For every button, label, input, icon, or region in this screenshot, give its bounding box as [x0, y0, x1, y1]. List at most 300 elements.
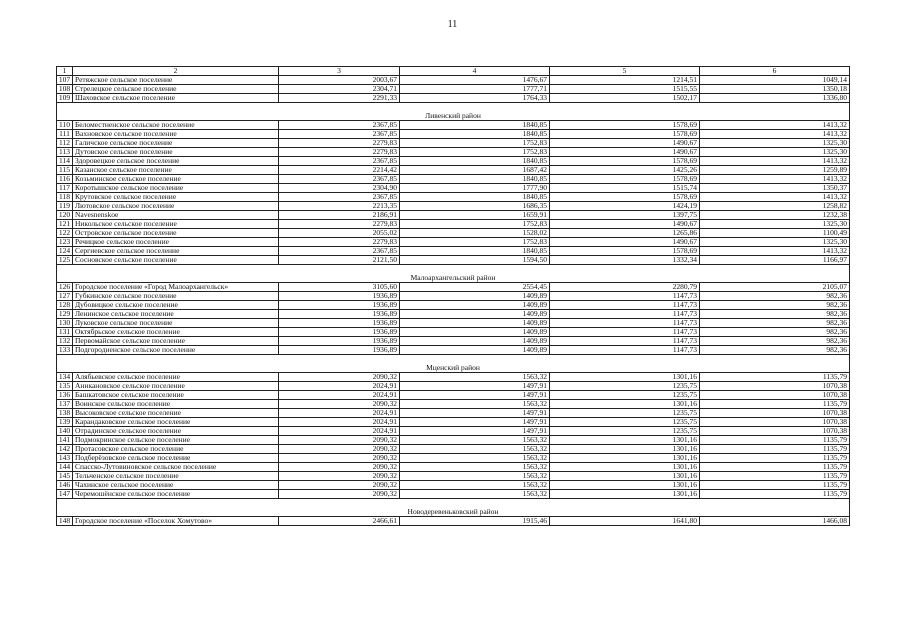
settlement-name: Стрелецкое сельское поселение — [73, 85, 279, 94]
row-number: 129 — [57, 310, 73, 319]
value-col-5: 1515,55 — [550, 85, 700, 94]
value-col-5: 1301,16 — [550, 436, 700, 445]
value-col-6: 982,36 — [700, 310, 850, 319]
settlement-name: Протасовское сельское поселение — [73, 445, 279, 454]
value-col-3: 1936,89 — [279, 337, 400, 346]
table-row — [57, 337, 850, 346]
value-col-4: 1497,91 — [400, 382, 550, 391]
table-row — [57, 454, 850, 463]
data-table-body — [57, 67, 850, 526]
row-number: 114 — [57, 157, 73, 166]
table-row — [57, 220, 850, 229]
value-col-3: 1936,89 — [279, 328, 400, 337]
value-col-5: 1490,67 — [550, 220, 700, 229]
value-col-6: 982,36 — [700, 301, 850, 310]
value-col-5: 1424,19 — [550, 202, 700, 211]
column-number: 5 — [550, 67, 700, 76]
table-row — [57, 166, 850, 175]
row-number: 148 — [57, 517, 73, 526]
value-col-3: 2367,85 — [279, 247, 400, 256]
table-row — [57, 94, 850, 103]
value-col-6: 1325,30 — [700, 238, 850, 247]
column-number: 6 — [700, 67, 850, 76]
value-col-6: 2105,07 — [700, 283, 850, 292]
value-col-5: 1502,17 — [550, 94, 700, 103]
value-col-4: 1915,46 — [400, 517, 550, 526]
table-row — [57, 283, 850, 292]
value-col-4: 1563,32 — [400, 481, 550, 490]
value-col-4: 1777,90 — [400, 184, 550, 193]
settlement-name: Чахинское сельское поселение — [73, 481, 279, 490]
value-col-5: 1235,75 — [550, 391, 700, 400]
settlement-name: Ретяжское сельское поселение — [73, 76, 279, 85]
value-col-6: 1350,18 — [700, 85, 850, 94]
settlement-name: Крутовское сельское поселение — [73, 193, 279, 202]
value-col-4: 1409,89 — [400, 346, 550, 355]
value-col-4: 1659,91 — [400, 211, 550, 220]
page-number: 11 — [447, 19, 458, 30]
value-col-3: 1936,89 — [279, 301, 400, 310]
value-col-3: 2213,35 — [279, 202, 400, 211]
value-col-5: 1301,16 — [550, 463, 700, 472]
value-col-5: 1578,69 — [550, 193, 700, 202]
table-row — [57, 517, 850, 526]
table-row — [57, 409, 850, 418]
value-col-5: 1214,51 — [550, 76, 700, 85]
value-col-3: 2466,61 — [279, 517, 400, 526]
table-row — [57, 445, 850, 454]
value-col-6: 1325,30 — [700, 139, 850, 148]
table-row — [57, 427, 850, 436]
district-section-row — [57, 355, 850, 373]
settlement-name: Сосновское сельское поселение — [73, 256, 279, 265]
value-col-4: 1840,85 — [400, 247, 550, 256]
value-col-5: 1147,73 — [550, 346, 700, 355]
value-col-6: 1325,30 — [700, 220, 850, 229]
settlement-name: Коротышское сельское поселение — [73, 184, 279, 193]
value-col-4: 1476,67 — [400, 76, 550, 85]
value-col-5: 1301,16 — [550, 454, 700, 463]
value-col-3: 2279,83 — [279, 220, 400, 229]
value-col-5: 1147,73 — [550, 328, 700, 337]
value-col-3: 2279,83 — [279, 139, 400, 148]
value-col-4: 1409,89 — [400, 310, 550, 319]
row-number: 122 — [57, 229, 73, 238]
value-col-6: 1049,14 — [700, 76, 850, 85]
row-number: 125 — [57, 256, 73, 265]
value-col-3: 2291,33 — [279, 94, 400, 103]
value-col-6: 982,36 — [700, 292, 850, 301]
value-col-6: 1413,32 — [700, 193, 850, 202]
value-col-6: 1325,30 — [700, 148, 850, 157]
column-number: 4 — [400, 67, 550, 76]
value-col-3: 2024,91 — [279, 427, 400, 436]
value-col-3: 2367,85 — [279, 130, 400, 139]
column-number: 3 — [279, 67, 400, 76]
row-number: 120 — [57, 211, 73, 220]
row-number: 140 — [57, 427, 73, 436]
row-number: 126 — [57, 283, 73, 292]
table-row — [57, 229, 850, 238]
value-col-5: 1578,69 — [550, 175, 700, 184]
row-number: 137 — [57, 400, 73, 409]
value-col-5: 1578,69 — [550, 247, 700, 256]
value-col-6: 1135,79 — [700, 436, 850, 445]
column-number: 1 — [57, 67, 73, 76]
table-row — [57, 121, 850, 130]
table-row — [57, 391, 850, 400]
row-number: 121 — [57, 220, 73, 229]
district-section-cell — [57, 499, 850, 517]
settlement-name: Никольское сельское поселение — [73, 220, 279, 229]
row-number: 133 — [57, 346, 73, 355]
row-number: 136 — [57, 391, 73, 400]
settlement-name: Галичское сельское поселение — [73, 139, 279, 148]
value-col-6: 1070,38 — [700, 391, 850, 400]
value-col-3: 2279,83 — [279, 238, 400, 247]
table-row — [57, 238, 850, 247]
row-number: 147 — [57, 490, 73, 499]
column-number-row — [57, 67, 850, 76]
value-col-5: 1265,86 — [550, 229, 700, 238]
row-number: 118 — [57, 193, 73, 202]
value-col-3: 2090,32 — [279, 454, 400, 463]
value-col-3: 2090,32 — [279, 373, 400, 382]
settlement-name: Вахновское сельское поселение — [73, 130, 279, 139]
value-col-3: 1936,89 — [279, 310, 400, 319]
district-title: Ливенский район — [425, 111, 481, 120]
value-col-6: 1413,32 — [700, 121, 850, 130]
value-col-3: 2090,32 — [279, 400, 400, 409]
value-col-6: 1135,79 — [700, 481, 850, 490]
value-col-4: 1409,89 — [400, 301, 550, 310]
value-col-6: 1336,80 — [700, 94, 850, 103]
value-col-4: 1563,32 — [400, 454, 550, 463]
table-row — [57, 211, 850, 220]
settlement-name: Сергиевское сельское поселение — [73, 247, 279, 256]
value-col-3: 2055,02 — [279, 229, 400, 238]
district-title: Мценский район — [426, 363, 480, 372]
table-row — [57, 400, 850, 409]
row-number: 115 — [57, 166, 73, 175]
value-col-5: 1147,73 — [550, 301, 700, 310]
value-col-4: 1563,32 — [400, 472, 550, 481]
value-col-4: 1563,32 — [400, 445, 550, 454]
settlement-name: Navesnenskoe — [73, 211, 279, 220]
row-number: 111 — [57, 130, 73, 139]
settlement-name: Воинское сельское поселение — [73, 400, 279, 409]
value-col-3: 2304,71 — [279, 85, 400, 94]
row-number: 108 — [57, 85, 73, 94]
value-col-6: 982,36 — [700, 328, 850, 337]
value-col-6: 1070,38 — [700, 409, 850, 418]
value-col-4: 1409,89 — [400, 337, 550, 346]
value-col-5: 1235,75 — [550, 427, 700, 436]
row-number: 127 — [57, 292, 73, 301]
district-section-cell — [57, 355, 850, 373]
value-col-5: 1578,69 — [550, 157, 700, 166]
value-col-5: 1301,16 — [550, 481, 700, 490]
value-col-3: 1936,89 — [279, 346, 400, 355]
value-col-4: 1764,33 — [400, 94, 550, 103]
table-row — [57, 193, 850, 202]
value-col-4: 1497,91 — [400, 409, 550, 418]
value-col-3: 2186,91 — [279, 211, 400, 220]
row-number: 123 — [57, 238, 73, 247]
settlement-name: Островское сельское поселение — [73, 229, 279, 238]
row-number: 138 — [57, 409, 73, 418]
value-col-4: 1497,91 — [400, 427, 550, 436]
value-col-3: 2090,32 — [279, 481, 400, 490]
table-row — [57, 148, 850, 157]
value-col-6: 1135,79 — [700, 445, 850, 454]
table-row — [57, 157, 850, 166]
value-col-3: 2367,85 — [279, 193, 400, 202]
district-title: Малоархангельский район — [410, 273, 496, 282]
value-col-4: 1409,89 — [400, 319, 550, 328]
table-row — [57, 418, 850, 427]
settlement-name: Беломестненское сельское поселение — [73, 121, 279, 130]
value-col-5: 1147,73 — [550, 337, 700, 346]
value-col-6: 1413,32 — [700, 247, 850, 256]
row-number: 109 — [57, 94, 73, 103]
row-number: 119 — [57, 202, 73, 211]
value-col-5: 1301,16 — [550, 445, 700, 454]
table-row — [57, 346, 850, 355]
value-col-5: 1301,16 — [550, 472, 700, 481]
settlement-name: Подгородненское сельское поселение — [73, 346, 279, 355]
row-number: 117 — [57, 184, 73, 193]
row-number: 142 — [57, 445, 73, 454]
table-row — [57, 292, 850, 301]
value-col-3: 2367,85 — [279, 121, 400, 130]
value-col-6: 1070,38 — [700, 427, 850, 436]
value-col-3: 2024,91 — [279, 382, 400, 391]
settlement-name: Шаховское сельское поселение — [73, 94, 279, 103]
value-col-4: 1563,32 — [400, 436, 550, 445]
value-col-4: 1563,32 — [400, 373, 550, 382]
value-col-6: 1135,79 — [700, 463, 850, 472]
settlement-name: Речицкое сельское поселение — [73, 238, 279, 247]
row-number: 132 — [57, 337, 73, 346]
value-col-6: 1135,79 — [700, 454, 850, 463]
row-number: 145 — [57, 472, 73, 481]
row-number: 144 — [57, 463, 73, 472]
value-col-4: 1563,32 — [400, 463, 550, 472]
value-col-5: 2280,79 — [550, 283, 700, 292]
value-col-5: 1235,75 — [550, 409, 700, 418]
value-col-4: 1563,32 — [400, 490, 550, 499]
district-title: Новодеревеньковский район — [407, 507, 499, 516]
value-col-5: 1301,16 — [550, 400, 700, 409]
table-row — [57, 247, 850, 256]
row-number: 116 — [57, 175, 73, 184]
row-number: 110 — [57, 121, 73, 130]
row-number: 113 — [57, 148, 73, 157]
row-number: 112 — [57, 139, 73, 148]
column-number: 2 — [73, 67, 279, 76]
table-row — [57, 328, 850, 337]
table-row — [57, 382, 850, 391]
value-col-6: 1135,79 — [700, 400, 850, 409]
settlement-name: Октябрьское сельское поселение — [73, 328, 279, 337]
table-row — [57, 472, 850, 481]
settlement-name: Алябьевское сельское поселение — [73, 373, 279, 382]
value-col-4: 1840,85 — [400, 130, 550, 139]
value-col-6: 1413,32 — [700, 130, 850, 139]
settlement-name: Карандаковское сельское поселение — [73, 418, 279, 427]
settlement-name: Городское поселение «Поселок Хомутово» — [73, 517, 279, 526]
value-col-4: 1840,85 — [400, 121, 550, 130]
value-col-6: 1350,37 — [700, 184, 850, 193]
value-col-5: 1641,80 — [550, 517, 700, 526]
table-row — [57, 301, 850, 310]
district-section-row — [57, 265, 850, 283]
value-col-3: 2367,85 — [279, 157, 400, 166]
table-row — [57, 463, 850, 472]
value-col-5: 1578,69 — [550, 121, 700, 130]
settlement-name: Здоровецкое сельское поселение — [73, 157, 279, 166]
settlement-name: Башкатовское сельское поселение — [73, 391, 279, 400]
settlement-name: Губкинское сельское поселение — [73, 292, 279, 301]
value-col-6: 1070,38 — [700, 382, 850, 391]
value-col-6: 1135,79 — [700, 373, 850, 382]
value-col-3: 2214,42 — [279, 166, 400, 175]
value-col-3: 3105,60 — [279, 283, 400, 292]
value-col-5: 1397,75 — [550, 211, 700, 220]
table-row — [57, 175, 850, 184]
settlement-name: Казанское сельское поселение — [73, 166, 279, 175]
settlement-name: Дутовское сельское поселение — [73, 148, 279, 157]
row-number: 130 — [57, 319, 73, 328]
value-col-4: 1563,32 — [400, 400, 550, 409]
value-col-5: 1490,67 — [550, 238, 700, 247]
row-number: 124 — [57, 247, 73, 256]
value-col-4: 2554,45 — [400, 283, 550, 292]
settlement-name: Спасско-Лутовиновское сельское поселение — [73, 463, 279, 472]
value-col-5: 1235,75 — [550, 382, 700, 391]
value-col-3: 2279,83 — [279, 148, 400, 157]
data-table — [56, 66, 850, 526]
value-col-4: 1409,89 — [400, 292, 550, 301]
value-col-5: 1147,73 — [550, 292, 700, 301]
table-row — [57, 202, 850, 211]
settlement-name: Аникановское сельское поселение — [73, 382, 279, 391]
value-col-4: 1840,85 — [400, 193, 550, 202]
value-col-6: 982,36 — [700, 337, 850, 346]
value-col-3: 2090,32 — [279, 490, 400, 499]
value-col-3: 2090,32 — [279, 445, 400, 454]
value-col-4: 1497,91 — [400, 391, 550, 400]
value-col-3: 2024,91 — [279, 418, 400, 427]
value-col-5: 1332,34 — [550, 256, 700, 265]
settlement-name: Первомайское сельское поселение — [73, 337, 279, 346]
value-col-3: 2304,90 — [279, 184, 400, 193]
value-col-3: 2090,32 — [279, 472, 400, 481]
row-number: 107 — [57, 76, 73, 85]
value-col-6: 1413,32 — [700, 157, 850, 166]
value-col-3: 2121,50 — [279, 256, 400, 265]
value-col-6: 1413,32 — [700, 175, 850, 184]
settlement-name: Подберёзовское сельское поселение — [73, 454, 279, 463]
value-col-5: 1490,67 — [550, 139, 700, 148]
value-col-6: 1070,38 — [700, 418, 850, 427]
table-row — [57, 490, 850, 499]
value-col-6: 1166,97 — [700, 256, 850, 265]
district-section-row — [57, 499, 850, 517]
table-row — [57, 139, 850, 148]
value-col-6: 1466,08 — [700, 517, 850, 526]
row-number: 141 — [57, 436, 73, 445]
value-col-3: 2090,32 — [279, 463, 400, 472]
value-col-5: 1578,69 — [550, 130, 700, 139]
row-number: 128 — [57, 301, 73, 310]
value-col-3: 2367,85 — [279, 175, 400, 184]
row-number: 143 — [57, 454, 73, 463]
value-col-6: 1259,89 — [700, 166, 850, 175]
value-col-4: 1686,35 — [400, 202, 550, 211]
value-col-5: 1515,74 — [550, 184, 700, 193]
settlement-name: Подмокринское сельское поселение — [73, 436, 279, 445]
table-row — [57, 184, 850, 193]
value-col-5: 1147,73 — [550, 319, 700, 328]
value-col-5: 1490,67 — [550, 148, 700, 157]
value-col-4: 1752,83 — [400, 148, 550, 157]
value-col-4: 1752,83 — [400, 238, 550, 247]
value-col-6: 1232,38 — [700, 211, 850, 220]
row-number: 131 — [57, 328, 73, 337]
value-col-5: 1235,75 — [550, 418, 700, 427]
table-row — [57, 76, 850, 85]
value-col-4: 1752,83 — [400, 139, 550, 148]
value-col-5: 1301,16 — [550, 373, 700, 382]
row-number: 146 — [57, 481, 73, 490]
value-col-3: 2003,67 — [279, 76, 400, 85]
district-section-cell — [57, 265, 850, 283]
value-col-6: 982,36 — [700, 319, 850, 328]
district-section-row — [57, 103, 850, 121]
value-col-3: 2024,91 — [279, 409, 400, 418]
settlement-name: Дубовицкое сельское поселение — [73, 301, 279, 310]
settlement-name: Козьминское сельское поселение — [73, 175, 279, 184]
value-col-4: 1497,91 — [400, 418, 550, 427]
value-col-6: 1100,49 — [700, 229, 850, 238]
value-col-6: 982,36 — [700, 346, 850, 355]
settlement-name: Тельченское сельское поселение — [73, 472, 279, 481]
value-col-5: 1301,16 — [550, 490, 700, 499]
value-col-6: 1135,79 — [700, 490, 850, 499]
value-col-4: 1687,42 — [400, 166, 550, 175]
value-col-3: 1936,89 — [279, 292, 400, 301]
row-number: 134 — [57, 373, 73, 382]
value-col-4: 1752,83 — [400, 220, 550, 229]
value-col-3: 1936,89 — [279, 319, 400, 328]
value-col-6: 1258,82 — [700, 202, 850, 211]
row-number: 139 — [57, 418, 73, 427]
value-col-3: 2024,91 — [279, 391, 400, 400]
value-col-5: 1425,26 — [550, 166, 700, 175]
value-col-4: 1840,85 — [400, 175, 550, 184]
value-col-4: 1594,50 — [400, 256, 550, 265]
settlement-name: Городское поселение «Город Малоархангельск» — [73, 283, 279, 292]
table-row — [57, 373, 850, 382]
value-col-4: 1840,85 — [400, 157, 550, 166]
table-row — [57, 436, 850, 445]
table-row — [57, 85, 850, 94]
value-col-3: 2090,32 — [279, 436, 400, 445]
settlement-name: Луковское сельское поселение — [73, 319, 279, 328]
value-col-4: 1528,02 — [400, 229, 550, 238]
